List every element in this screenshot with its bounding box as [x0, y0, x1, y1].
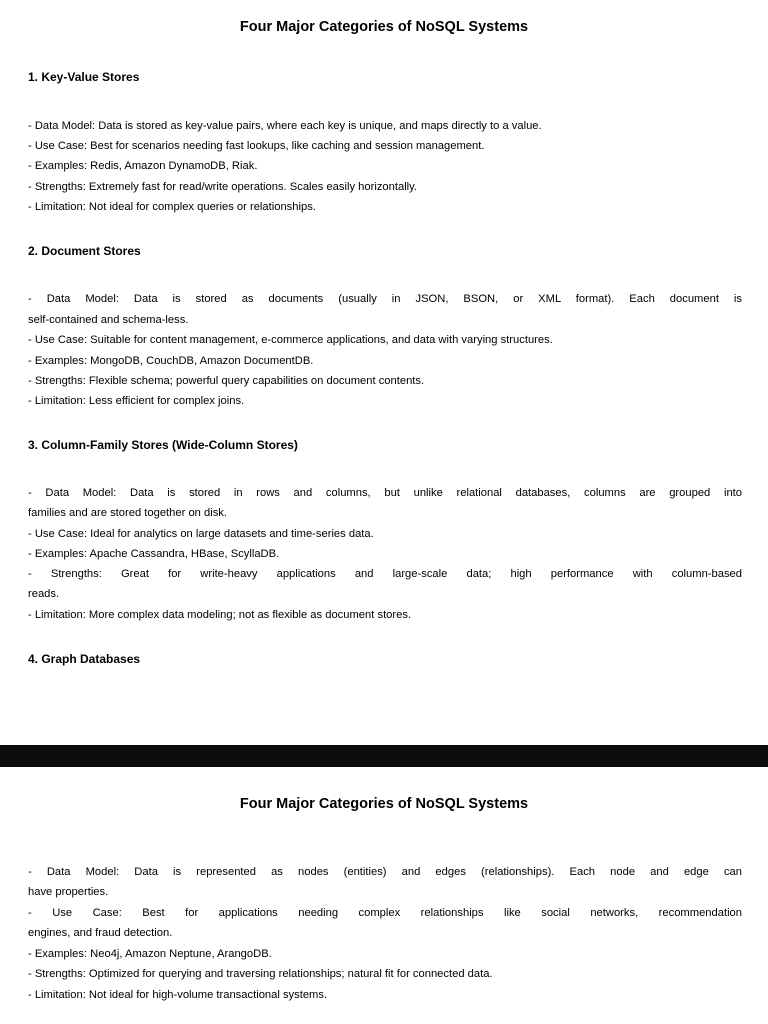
- section-line: have properties.: [28, 886, 109, 898]
- section-heading-column-family: 3. Column-Family Stores (Wide-Column Stores): [28, 438, 298, 452]
- section-line: - Examples: MongoDB, CouchDB, Amazon DocumentDB.: [28, 355, 314, 367]
- section-line: - Strengths: Optimized for querying and traversing relationships; natural fit for connected data.: [28, 968, 493, 980]
- section-line: - Limitation: Not ideal for complex queries or relationships.: [28, 201, 316, 213]
- section-line: - Examples: Neo4j, Amazon Neptune, ArangoDB.: [28, 948, 272, 960]
- section-line: - Limitation: Less efficient for complex joins.: [28, 395, 245, 407]
- section-line: self-contained and schema-less.: [28, 314, 189, 326]
- section-line: families and are stored together on disk.: [28, 507, 227, 519]
- section-line: - Strengths: Flexible schema; powerful query capabilities on document contents.: [28, 375, 425, 387]
- section-line: - Use Case: Best for scenarios needing fast lookups, like caching and session management.: [28, 140, 485, 152]
- page-title: Four Major Categories of NoSQL Systems: [239, 796, 529, 812]
- section-line: - Data Model: Data is stored in rows and columns, but unlike relational databases, columns are grouped into: [28, 487, 742, 499]
- section-line: - Limitation: More complex data modeling; not as flexible as document stores.: [28, 609, 412, 621]
- page-separator: [0, 745, 768, 767]
- section-line: - Strengths: Extremely fast for read/write operations. Scales easily horizontally.: [28, 181, 418, 193]
- section-line: - Use Case: Ideal for analytics on large datasets and time-series data.: [28, 528, 374, 540]
- section-line: - Data Model: Data is stored as documents (usually in JSON, BSON, or XML format). Each document is: [28, 293, 742, 305]
- section-line: - Strengths: Great for write-heavy applications and large-scale data; high performance with column-based: [28, 568, 742, 580]
- section-line: engines, and fraud detection.: [28, 927, 173, 939]
- section-line: - Use Case: Best for applications needing complex relationships like social networks, recommendation: [28, 907, 742, 919]
- section-line: reads.: [28, 588, 60, 600]
- section-line: - Examples: Apache Cassandra, HBase, ScyllaDB.: [28, 548, 280, 560]
- section-heading-key-value: 1. Key-Value Stores: [28, 70, 140, 84]
- section-heading-graph-databases: 4. Graph Databases: [28, 652, 141, 666]
- section-line: - Examples: Redis, Amazon DynamoDB, Riak.: [28, 160, 258, 172]
- section-line: - Data Model: Data is stored as key-value pairs, where each key is unique, and maps directly to a value.: [28, 120, 542, 132]
- section-heading-document-stores: 2. Document Stores: [28, 244, 141, 258]
- section-line: - Use Case: Suitable for content management, e-commerce applications, and data with varying structures.: [28, 334, 553, 346]
- section-line: - Limitation: Not ideal for high-volume transactional systems.: [28, 989, 328, 1001]
- section-line: - Data Model: Data is represented as nodes (entities) and edges (relationships). Each node and edge can: [28, 866, 742, 878]
- document-page-2: [0, 767, 768, 1024]
- page-title: Four Major Categories of NoSQL Systems: [239, 19, 529, 35]
